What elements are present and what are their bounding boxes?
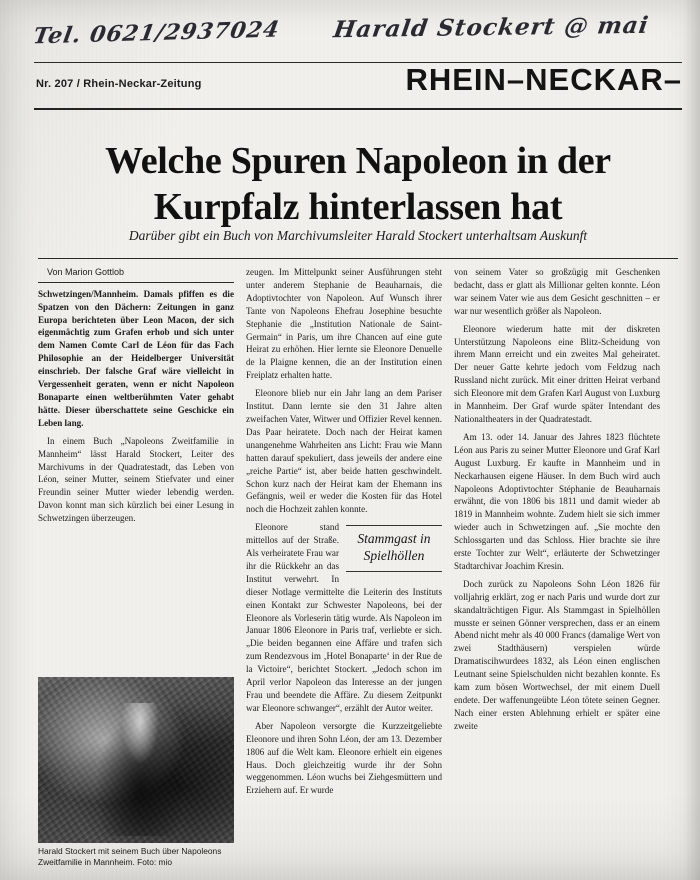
article-body (38, 266, 678, 868)
paragraph: Schwetzingen/Mannheim. Damals pfiffen es die Spatzen von den Dächern: Zeitungen in ganz Europa berichteten über Leon Macon, der sich eigenmächtig zum Grafen erhob und sich unter dem Namen Comte Carl de Léon für das Fach Philosophie an der Heidelberger Universität einschrieb. Der falsche Graf wäre vielleicht in Vergessenheit geraten, wenn er nicht Napoleon Bonaparte einen weltberühmten Vater gehabt hätte. Dieser überschattete seine Geschicke ein Leben lang. (38, 288, 234, 428)
article-photo-figure (38, 677, 234, 869)
article-column-1 (38, 266, 234, 868)
article-column-2 (246, 266, 442, 868)
byline: Von Marion Gottlob (38, 266, 234, 283)
article-column-3 (454, 266, 660, 868)
photo-caption: Harald Stockert mit seinem Buch über Napoleons Zweitfamilie in Mannheim. Foto: mio (38, 845, 222, 867)
paragraph: Doch zurück zu Napoleons Sohn Léon 1826 für volljahrig erklärt, zog er nach Paris und wurde dort zur skandalträchtigen Figur. Als Stammgast in Spielhöllen musste er seinen Gönner versprechen, dass er an einem Abend nicht mehr als 40 000 Francs (damalige Wert von zwei Stadthäusern) verspielen würde Dramatiscihwurdees 1832, als Léon einen englischen Leutnant seine Spielschulden nicht bezahlen konnte. Es kam zum bösen Wortwechsel, der mit einem Duell endete. Der waffenungeübte Léon tötete seinen Gegner. Nach einer ersten Ablehnung erhielt er später eine zweite (454, 578, 660, 731)
handwritten-phone-note: Tel. 0621/2937024 (31, 16, 282, 50)
paragraph: Aber Napoleon versorgte die Kurzzeitgeliebte Eleonore und ihren Sohn Léon, der am 13. Dezember 1806 auf die Welt kam. Eleonore erhielt ein eigenes Haus. Doch gleichzeitig wurde ihr der Sohn weggenommen. Léon wuchs bei Ziehgesmüttern und Erziehern auf. Er wurde (246, 720, 442, 796)
divider-under-headline (38, 258, 678, 259)
paragraph: zeugen. Im Mittelpunkt seiner Ausführungen steht unter anderem Stephanie de Beauharnais, die Adoptivtochter von Napoleon. Auf Wunsch ihrer Tante von Napoleons Ehefrau Josephine besuchte Stephanie die „Institution Nationale de Saint-Germain“ in Paris, um ihre Chancen auf eine gute Heirat zu erhöhen. Hier lernte sie Eleonore Denuelle de la Plaigne kennen, die an der Institution einen Freiplatz erhalten hatte. (246, 267, 442, 381)
handwritten-annotations (31, 11, 692, 62)
edition-label: Nr. 207 / Rhein-Neckar-Zeitung (36, 78, 202, 90)
paragraph: von seinem Vater so großzügig mit Geschenken bedacht, dass er glatt als Millionar gelten konnte. Léon war seinem Vater wie aus dem Gesicht geschnitten – er war nur wesentlich größer als Napoleon. (454, 267, 660, 316)
handwritten-name-note: Harald Stockert @ mai (331, 11, 651, 44)
photo-image (38, 677, 234, 843)
photo-subject (89, 703, 191, 836)
headline-line-1: Welche Spuren Napoleon in der (105, 140, 611, 182)
subheadline: Darüber gibt ein Buch von Marchivumsleiter Harald Stockert unterhaltsam Auskunft (128, 228, 588, 243)
pullquote (346, 525, 442, 572)
paragraph: Eleonore wiederum hatte mit der diskreten Unterstützung Napoleons eine Blitz-Scheidung von ihrem Mann erreicht und ein zweites Mal geheiratet. Der neuer Gatte kehrte jedoch vom Feldzug nach Russland nicht zurück. Mit einer dritten Heirat verband sich Eleonore mit dem Grafen Karl August von Luxburg in Mannheim. Der Graf wurde später Intendant des Nationaltheaters in der Quadratestadt. (454, 323, 660, 424)
paper-name: RHEIN–NECKAR– (405, 62, 682, 97)
headline-line-2: Kurpfalz hinterlassen hat (153, 186, 563, 229)
pullquote-line-1: Stammgast in (357, 531, 431, 547)
paragraph: Am 13. oder 14. Januar des Jahres 1823 flüchtete Léon aus Paris zu seiner Mutter Eleonore und Graf Karl August Luxburg. Er kaufte in Mannheim und in Neckarhausen eigene Häuser. In dem Buch wird auch Napoleons Adoptivtochter Stéphanie de Beauharnais erwähnt, die von 1806 bis 1811 und damit wieder ab 1819 in Mannheim wohnte. Zudem hielt sie sich immer wieder auch in Schwetzingen auf. „Sie mochte den Schlossgarten und das Schloss. Hier brachte sie ihre erste Tochter zur Welt“, erläuterte der Schwetzinger Stadtarchivar Joachim Kresin. (454, 431, 660, 571)
divider-under-masthead (34, 108, 682, 110)
paragraph: In einem Buch „Napoleons Zweitfamilie in Mannheim“ lässt Harald Stockert, Leiter des Marchivums in der Quadratestadt, das Leben von Léon, seiner Mutter, seinem Stiefvater und einer Freundin seiner Mutter wieder lebendig werden. Davon konnt man sich kürzlich bei einer Lesung in Schwetzingen überzeugen. (38, 435, 234, 524)
page-title (38, 138, 678, 231)
pullquote-line-2: Spielhöllen (363, 548, 425, 564)
masthead (34, 62, 682, 106)
paragraph: Eleonore blieb nur ein Jahr lang an dem Pariser Institut. Dann lernte sie den 31 Jahre alten zweifachen Vater, Witwer und Offizier Revel kennen. Das Paar heiratete. Doch nach der Heirat kamen unangenehme Wahrheiten ans Licht: Frau wie Mann hatten darauf spekuliert, dass jeweils der andere eine „reiche Partie“ ist, aber beide hatten geschwindelt. Schon kurz nach der Heirat kam der Ehemann ins Gefängnis, weil er weder die Kosten für das Hotel noch die Hochzeit zahlen konnte. (246, 388, 442, 515)
paragraph: Eleonore stand mittellos auf der Straße. Als verheiratete Frau war ihr die Rückkehr an das Institut verwehrt. In dieser Notlage vermittelte die Leiterin des Instituts einen Kontakt zur Schwester Napoleons, bei der Eleonore als Vorleserin tätig wurde. Als Napoleon im Januar 1806 Eleonore in Paris traf, verliebte er sich. „Die beiden begannen eine Affäre und trafen sich zum Rendezvous im ‚Hotel Bonaparte‘ in der Rue de la Victoire“, berichtet Stockert. „Jedoch schon im April verlor Napoleon das Interesse an der jungen Frau und beendete die Affäre. Zu diesem Zeitpunkt war Eleonore schwanger“, erzählt der Autor weiter. (246, 522, 442, 713)
